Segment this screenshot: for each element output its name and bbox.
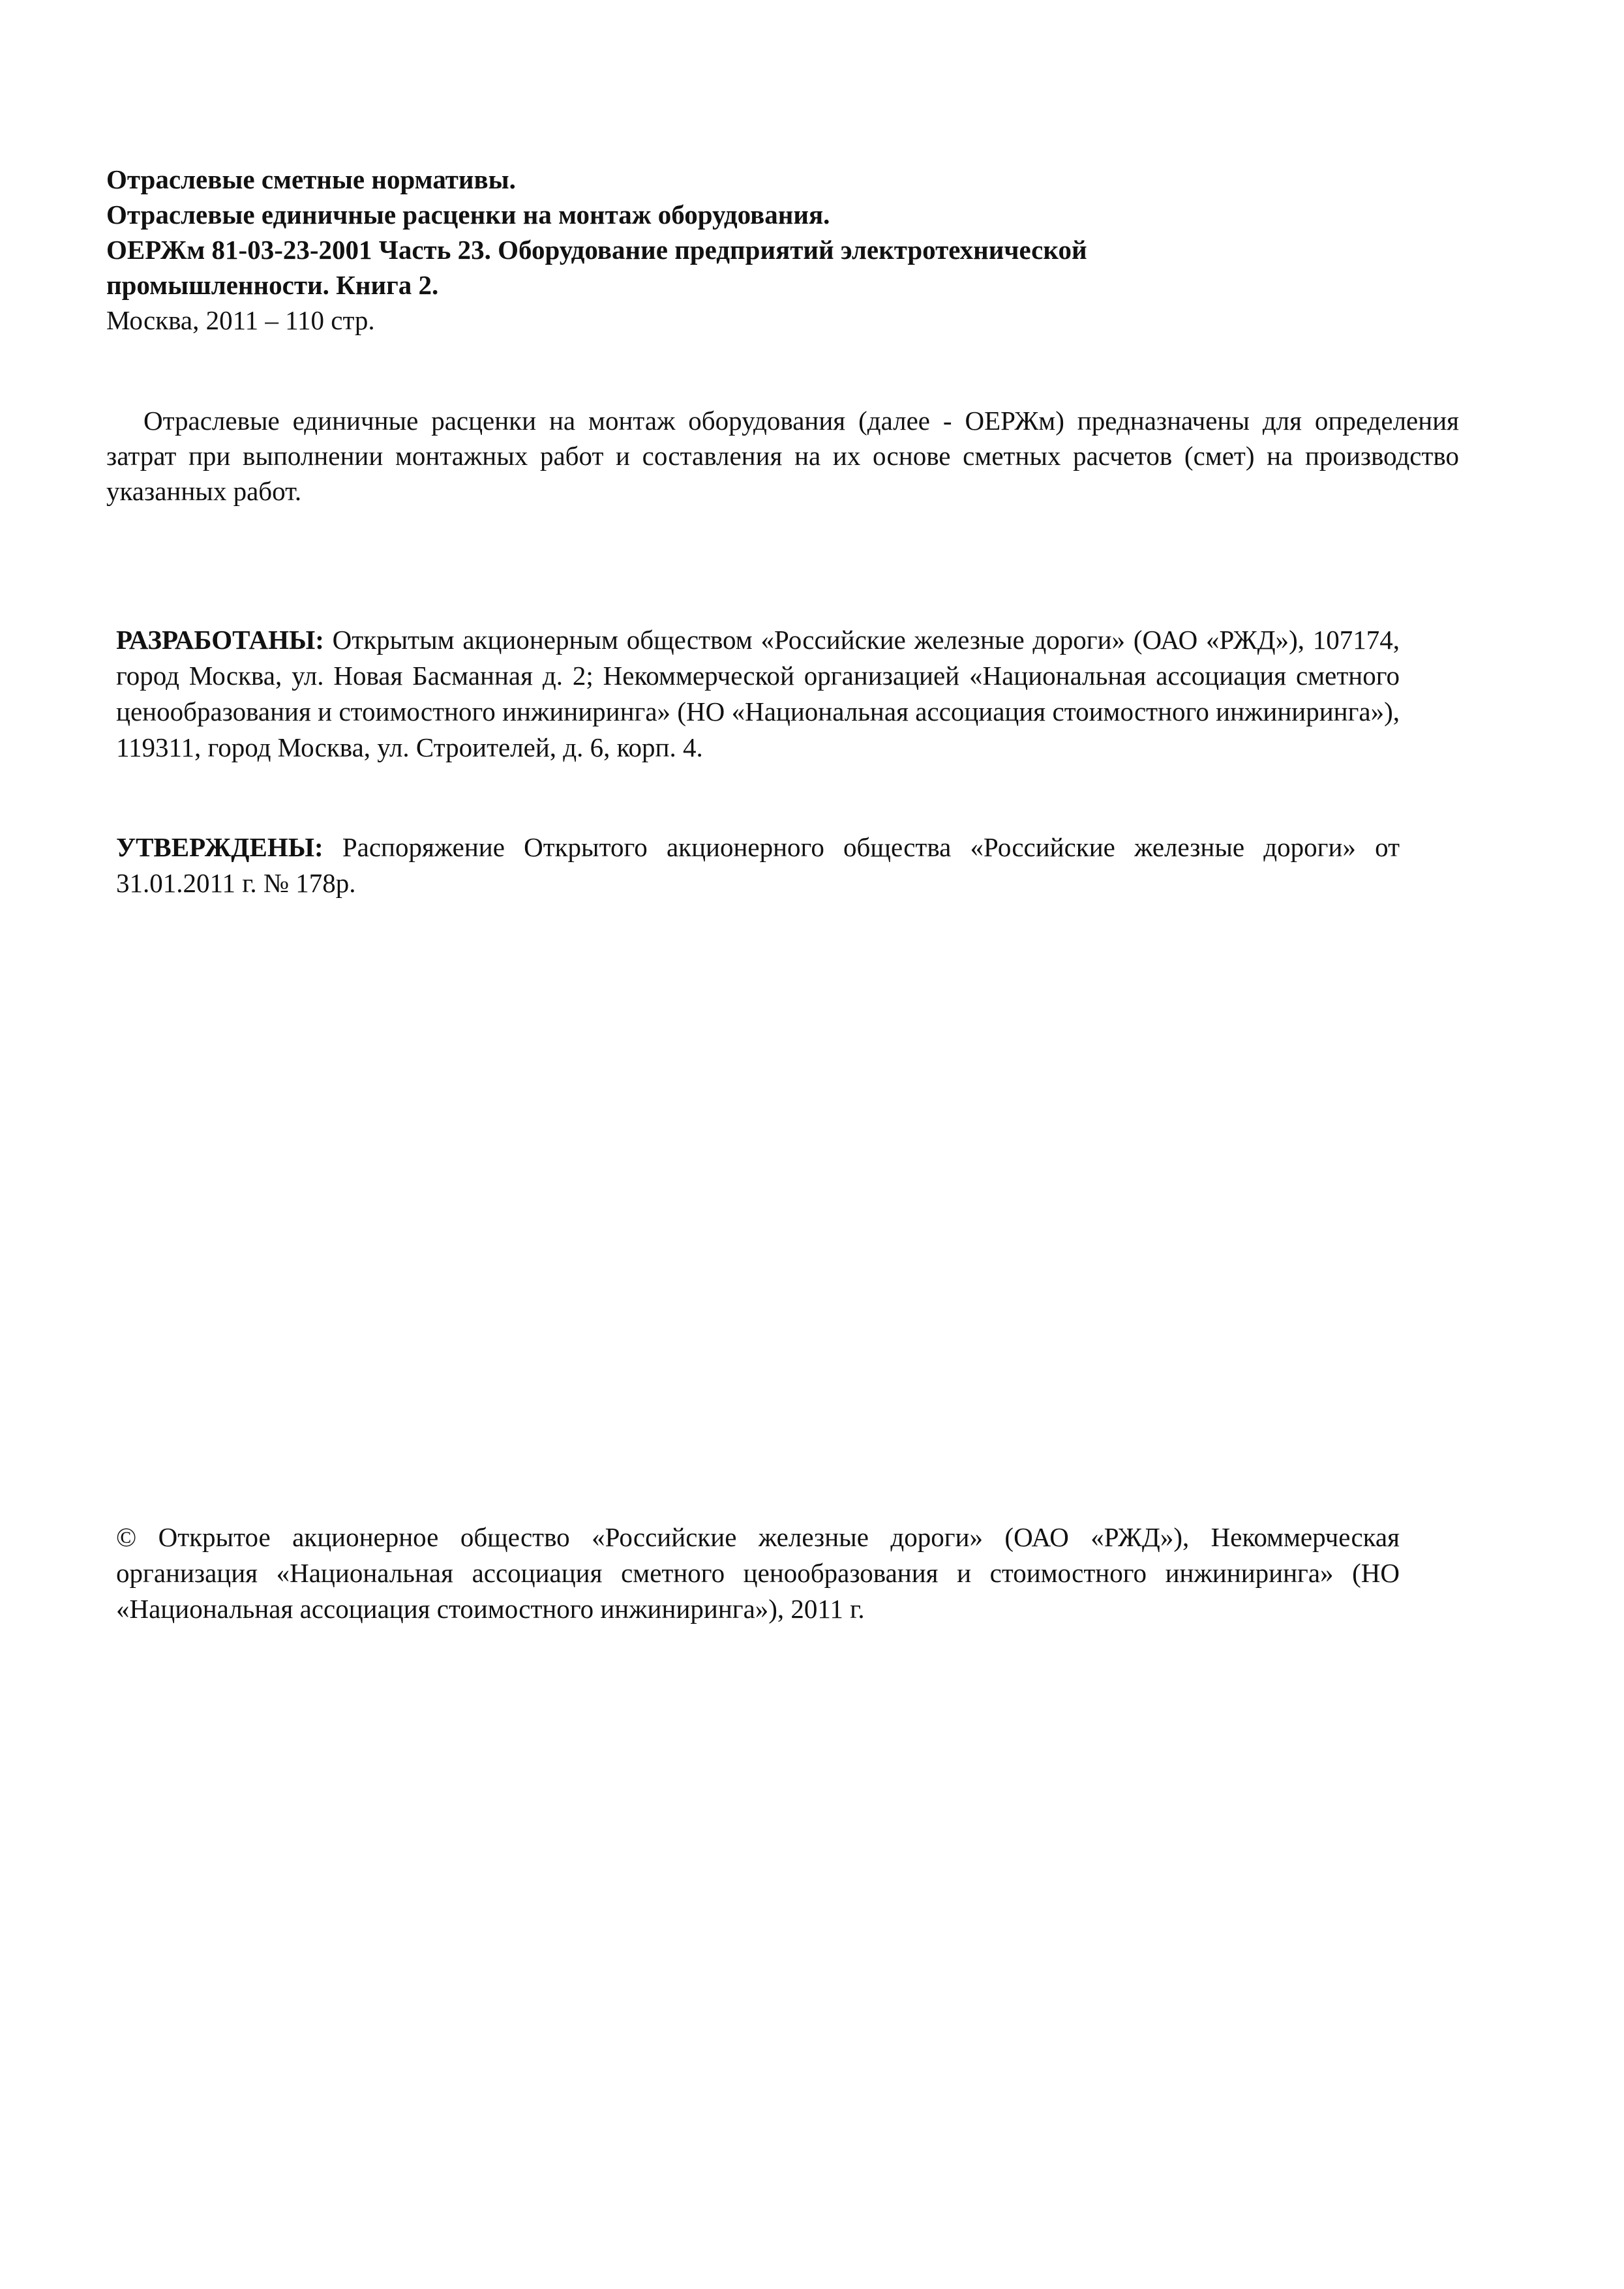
title-line-3: ОЕРЖм 81-03-23-2001 Часть 23. Оборудование предприятий электротехнической: [106, 235, 1087, 265]
imprint-line: Москва, 2011 – 110 стр.: [106, 305, 375, 335]
developed-paragraph: [116, 622, 1400, 766]
approved-paragraph: [116, 830, 1400, 901]
title-line-4: промышленности. Книга 2.: [106, 270, 439, 300]
title-line-1: Отраслевые сметные нормативы.: [106, 164, 516, 194]
title-line-2: Отраслевые единичные расценки на монтаж оборудования.: [106, 200, 830, 230]
copyright-paragraph: © Открытое акционерное общество «Российские железные дороги» (ОАО «РЖД»), Некоммерческая организация «Национальная ассоциация сметного ценообразования и стоимостного инжиниринга» (НО «Национальная ассоциация стоимостного инжиниринга»), 2011 г.: [116, 1522, 1400, 1624]
title-block: [106, 162, 1476, 338]
developed-text: Открытым акционерным обществом «Российские железные дороги» (ОАО «РЖД»), 107174, город Москва, ул. Новая Басманная д. 2; Некоммерческой организацией «Национальная ассоциация сметного ценообразования и стоимостного инжиниринга» (НО «Национальная ассоциация стоимостного инжиниринга»), 119311, город Москва, ул. Строителей, д. 6, корп. 4.: [116, 625, 1400, 762]
developed-label: РАЗРАБОТАНЫ:: [116, 625, 324, 655]
intro-paragraph: Отраслевые единичные расценки на монтаж оборудования (далее - ОЕРЖм) предназначены для определения затрат при выполнении монтажных работ и составления на их основе сметных расчетов (смет) на производство указанных работ.: [106, 406, 1459, 506]
approved-label: УТВЕРЖДЕНЫ:: [116, 832, 323, 862]
approved-text: Распоряжение Открытого акционерного общества «Российские железные дороги» от 31.01.2011 г. № 178р.: [116, 832, 1400, 898]
